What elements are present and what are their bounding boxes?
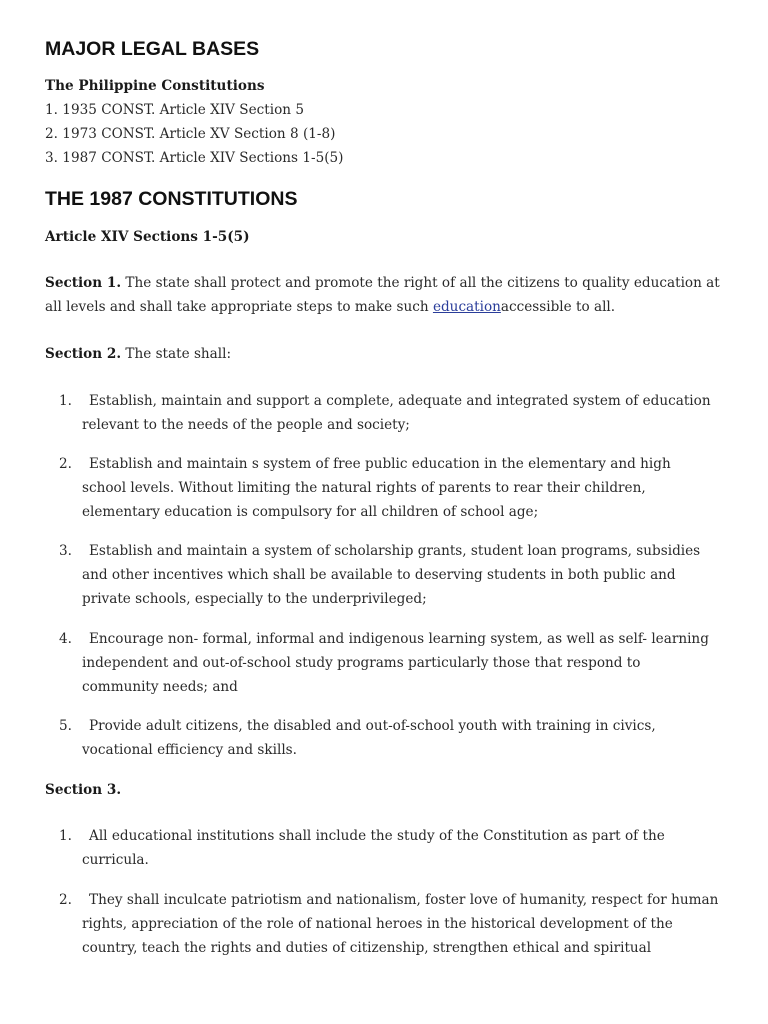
list-number: 2.: [59, 456, 72, 472]
section-2-list-item: [59, 389, 719, 437]
list-text: Establish and maintain s system of free public education in the elementary and high school levels. Without limiting the natural rights of parents to rear their children, elementary education is compulsory for all children of school age;: [82, 456, 671, 520]
major-legal-bases-heading: MAJOR LEGAL BASES: [45, 38, 260, 60]
list-text: Provide adult citizens, the disabled and out-of-school youth with training in civics, vocational efficiency and skills.: [82, 718, 656, 758]
section-2-intro: The state shall:: [121, 346, 232, 362]
constitution-item-3: 3. 1987 CONST. Article XIV Sections 1-5(5): [45, 150, 344, 166]
list-number: 2.: [59, 892, 72, 908]
constitutions-title: The Philippine Constitutions: [45, 78, 265, 94]
list-text: Establish and maintain a system of scholarship grants, student loan programs, subsidies and other incentives which shall be available to deserving students in both public and private schools, especially to the underprivileged;: [82, 543, 701, 607]
section-3-list-item: [59, 888, 719, 960]
list-number: 1.: [59, 393, 72, 409]
section-1-label: Section 1.: [45, 275, 122, 291]
section-1-text-end: accessible to all.: [500, 299, 616, 315]
section-2-paragraph: [45, 342, 725, 366]
list-text: They shall inculcate patriotism and nationalism, foster love of humanity, respect for human rights, appreciation of the role of national heroes in the historical development of the country, teach the rights and duties of citizenship, strengthen ethical and spiritual: [82, 892, 719, 956]
education-link[interactable]: education: [432, 299, 501, 315]
section-1-paragraph: [45, 271, 725, 319]
list-number: 3.: [59, 543, 72, 559]
the-1987-constitutions-heading: THE 1987 CONSTITUTIONS: [45, 188, 298, 210]
section-2-list-item: [59, 539, 719, 611]
section-3-list-item: [59, 824, 719, 872]
section-2-list-item: [59, 714, 719, 762]
list-text: All educational institutions shall include the study of the Constitution as part of the curricula.: [82, 828, 665, 868]
section-2-list-item: [59, 452, 719, 524]
list-number: 4.: [59, 631, 72, 647]
section-2-list-item: [59, 627, 719, 699]
list-text: Establish, maintain and support a complete, adequate and integrated system of education relevant to the needs of the people and society;: [82, 393, 711, 433]
constitution-item-1: 1. 1935 CONST. Article XIV Section 5: [45, 102, 304, 118]
list-number: 5.: [59, 718, 72, 734]
section-2-label: Section 2.: [45, 346, 122, 362]
list-text: Encourage non- formal, informal and indigenous learning system, as well as self- learning independent and out-of-school study programs particularly those that respond to community needs; and: [82, 631, 709, 695]
article-subheading: Article XIV Sections 1-5(5): [45, 229, 250, 245]
list-number: 1.: [59, 828, 72, 844]
constitution-item-2: 2. 1973 CONST. Article XV Section 8 (1-8): [45, 126, 336, 142]
section-1-text: The state shall protect and promote the right of all the citizens to quality education at all levels and shall take appropriate steps to make such: [45, 275, 720, 315]
section-3-label: Section 3.: [45, 782, 122, 798]
